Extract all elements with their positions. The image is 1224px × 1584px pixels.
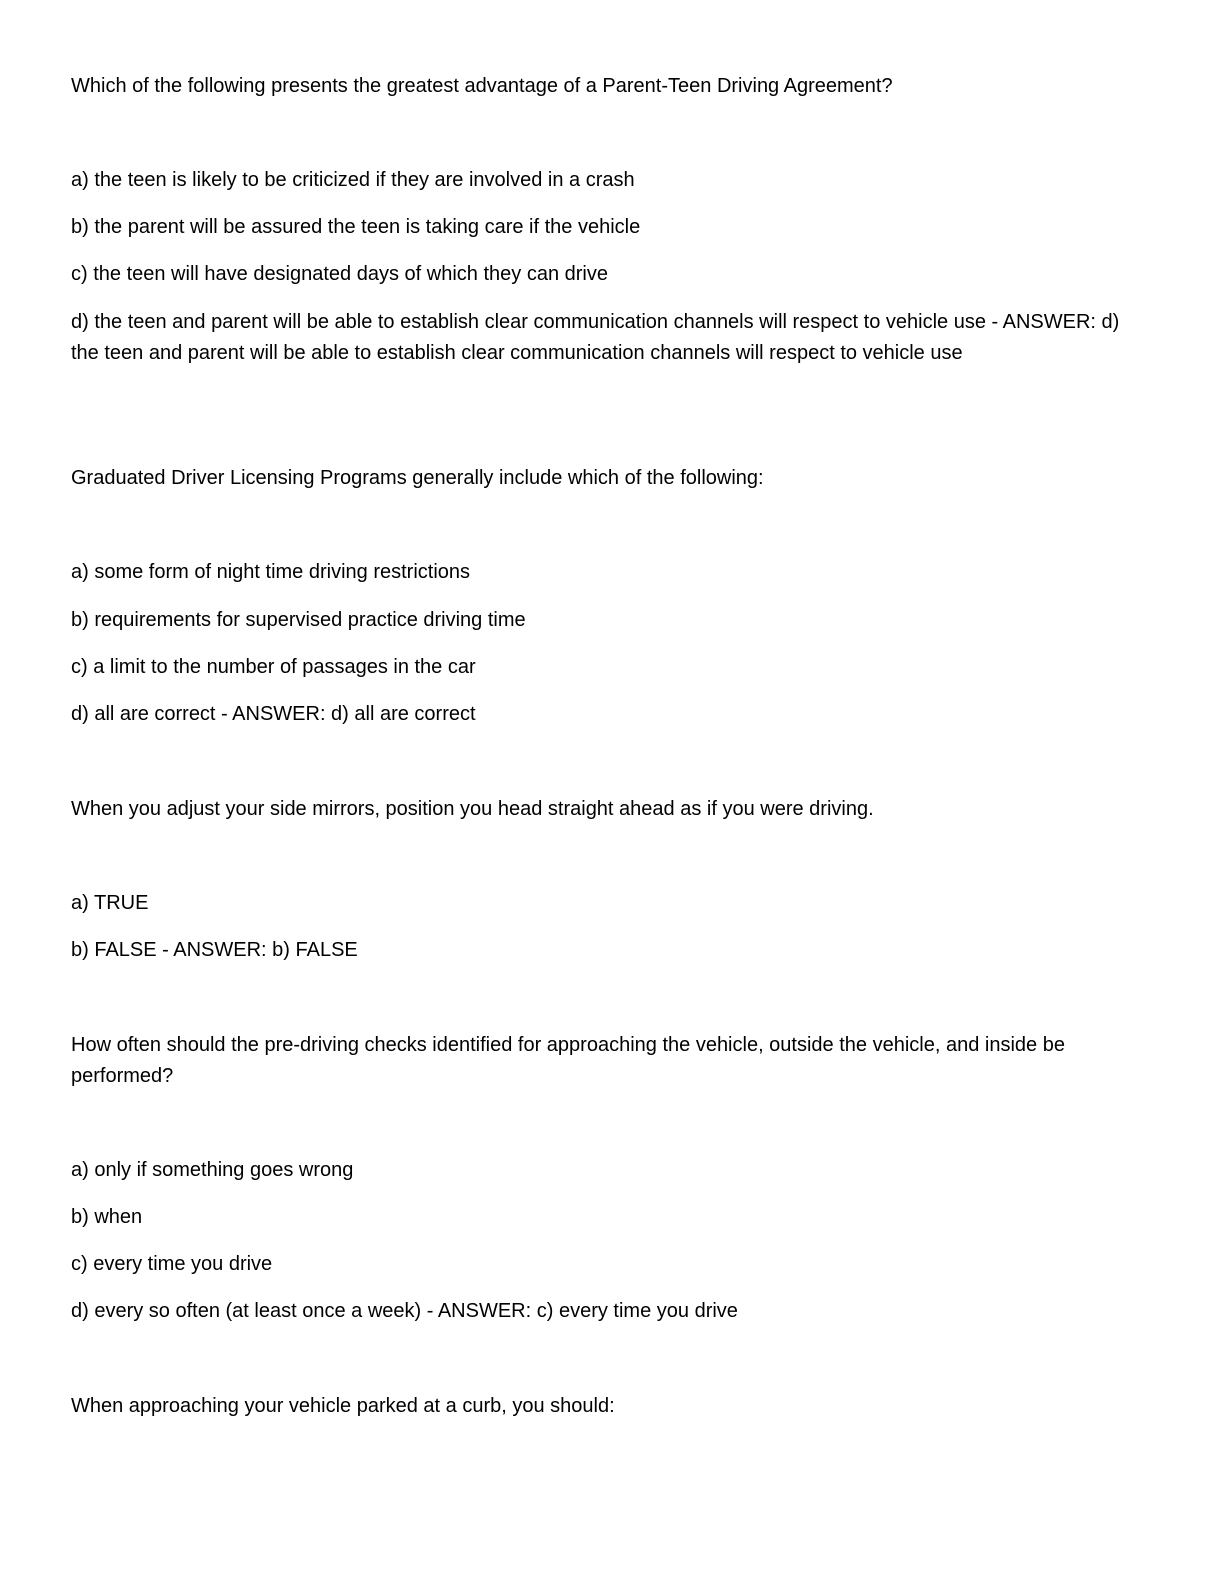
question-2-option-d: d) all are correct - ANSWER: d) all are correct <box>71 703 476 725</box>
question-4-option-d: d) every so often (at least once a week) - ANSWER: c) every time you drive <box>71 1300 738 1322</box>
question-5-prompt: When approaching your vehicle parked at a curb, you should: <box>71 1395 615 1417</box>
question-2-prompt: Graduated Driver Licensing Programs generally include which of the following: <box>71 467 764 489</box>
question-3-option-a: a) TRUE <box>71 892 149 914</box>
question-2-option-c: c) a limit to the number of passages in the car <box>71 656 476 678</box>
question-2-option-b: b) requirements for supervised practice driving time <box>71 609 526 631</box>
question-4-option-a: a) only if something goes wrong <box>71 1159 354 1181</box>
question-1-option-a: a) the teen is likely to be criticized if they are involved in a crash <box>71 169 635 191</box>
question-1-option-d: d) the teen and parent will be able to establish clear communication channels will respect to vehicle use - ANSWER: d) the teen and parent will be able to establish clear communication channels will respect to vehicle use <box>71 311 1120 364</box>
question-3-prompt: When you adjust your side mirrors, position you head straight ahead as if you were driving. <box>71 798 874 820</box>
question-1-option-c: c) the teen will have designated days of which they can drive <box>71 263 608 285</box>
question-4-prompt: How often should the pre-driving checks identified for approaching the vehicle, outside the vehicle, and inside be performed? <box>71 1034 1065 1087</box>
question-1-option-b: b) the parent will be assured the teen is taking care if the vehicle <box>71 216 641 238</box>
question-3-option-b: b) FALSE - ANSWER: b) FALSE <box>71 939 358 961</box>
question-4-option-b: b) when <box>71 1206 143 1228</box>
question-1-prompt: Which of the following presents the greatest advantage of a Parent-Teen Driving Agreement? <box>71 75 893 97</box>
question-4-option-c: c) every time you drive <box>71 1253 273 1275</box>
question-2-option-a: a) some form of night time driving restrictions <box>71 561 471 583</box>
